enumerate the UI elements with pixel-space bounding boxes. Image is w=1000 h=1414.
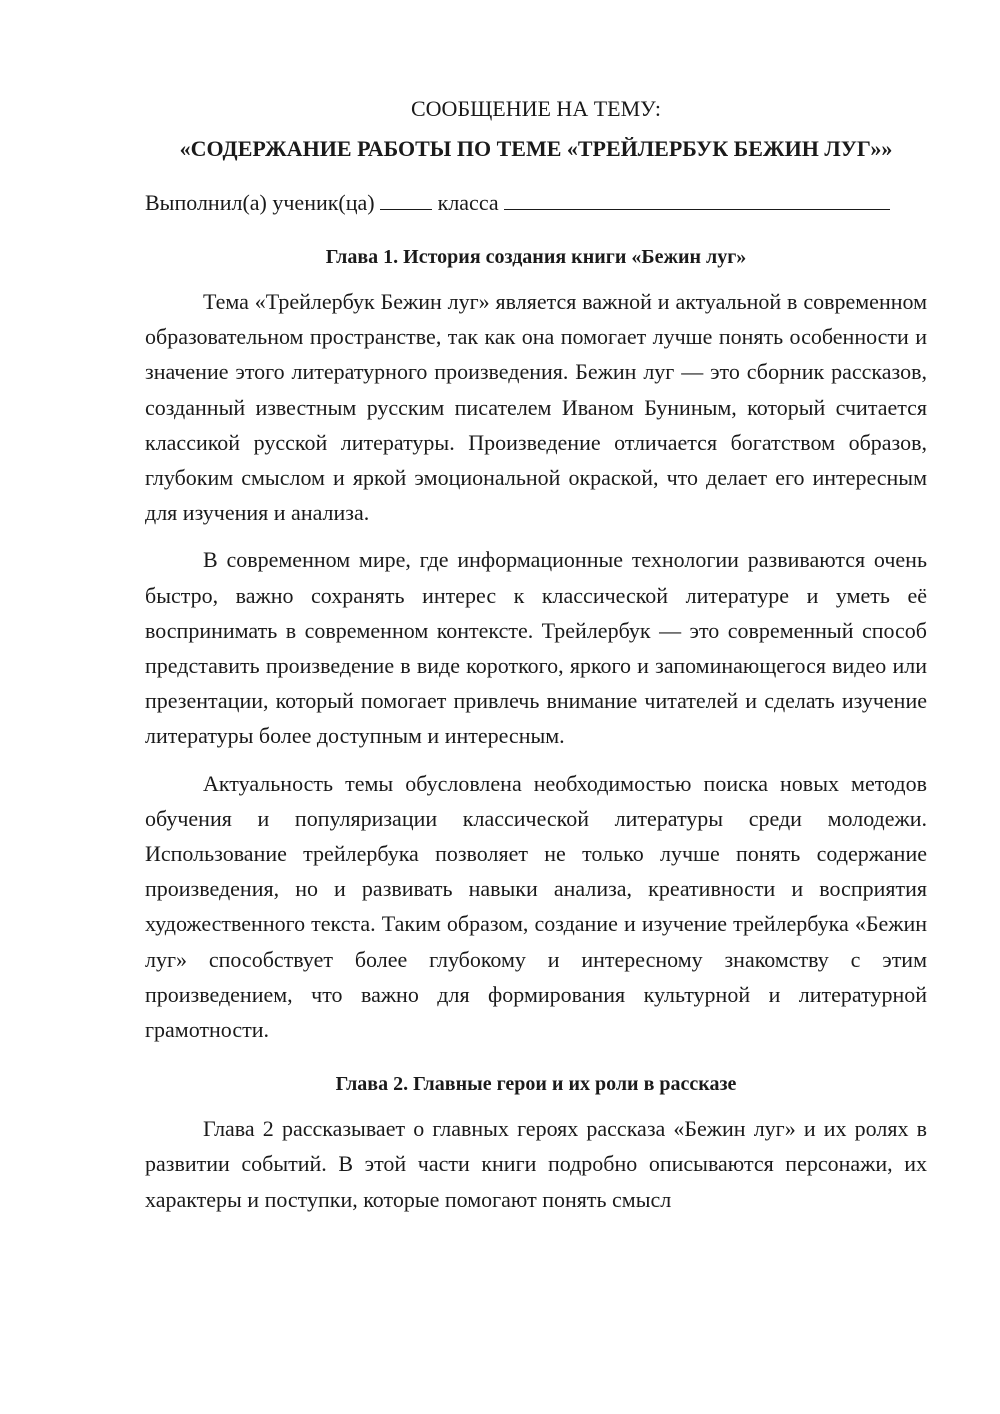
chapter-2-paragraph: Глава 2 рассказывает о главных героях рассказа «Бежин луг» и их ролях в развитии событий. В этой части книги подробно описываются персонажи, их характеры и поступки, которые помогают понять смысл — [145, 1116, 927, 1212]
chapter-1-title: Глава 1. История создания книги «Бежин луг» — [325, 246, 747, 268]
chapter-1-paragraph: Актуальность темы обусловлена необходимостью поиска новых методов обучения и популяризации классической литературы среди молодежи. Использование трейлербука позволяет не только лучше понять содержание произведения, но и развивать навыки анализа, креативности и восприятия художественного текста. Таким образом, создание и изучение трейлербука «Бежин луг» способствует более глубокому и интересному знакомству с этим произведением, что важно для формирования культурной и литературной грамотности. — [145, 770, 927, 1043]
chapter-1-paragraph: Тема «Трейлербук Бежин луг» является важной и актуальной в современном образовательном пространстве, так как она помогает лучше понять особенности и значение этого литературного произведения. Бежин луг — это сборник рассказов, созданный известным русским писателем Иваном Буниным, который считается классикой русской литературы. Произведение отличается богатством образов, глубоким смыслом и яркой эмоциональной окраской, что делает его интересным для изучения и анализа. — [145, 289, 927, 526]
document-title: «СОДЕРЖАНИЕ РАБОТЫ ПО ТЕМЕ «ТРЕЙЛЕРБУК БЕЖИН ЛУГ»» — [179, 136, 893, 161]
document-heading: СООБЩЕНИЕ НА ТЕМУ: — [411, 96, 661, 121]
class-number-blank — [380, 187, 432, 210]
chapter-2-title: Глава 2. Главные герои и их роли в рассказе — [335, 1073, 737, 1096]
author-line — [145, 186, 927, 220]
author-label: Выполнил(а) ученик(ца) — [145, 190, 375, 215]
document-page — [145, 92, 927, 1229]
class-label: класса — [437, 190, 499, 215]
chapter-1-paragraph: В современном мире, где информационные технологии развиваются очень быстро, важно сохранять интерес к классической литературе и уметь её воспринимать в современном контексте. Трейлербук — это современный способ представить произведение в виде короткого, яркого и запоминающегося видео или презентации, который помогает привлечь внимание читателей и сделать изучение литературы более доступным и интересным. — [145, 547, 927, 749]
class-letter-blank — [504, 187, 890, 210]
